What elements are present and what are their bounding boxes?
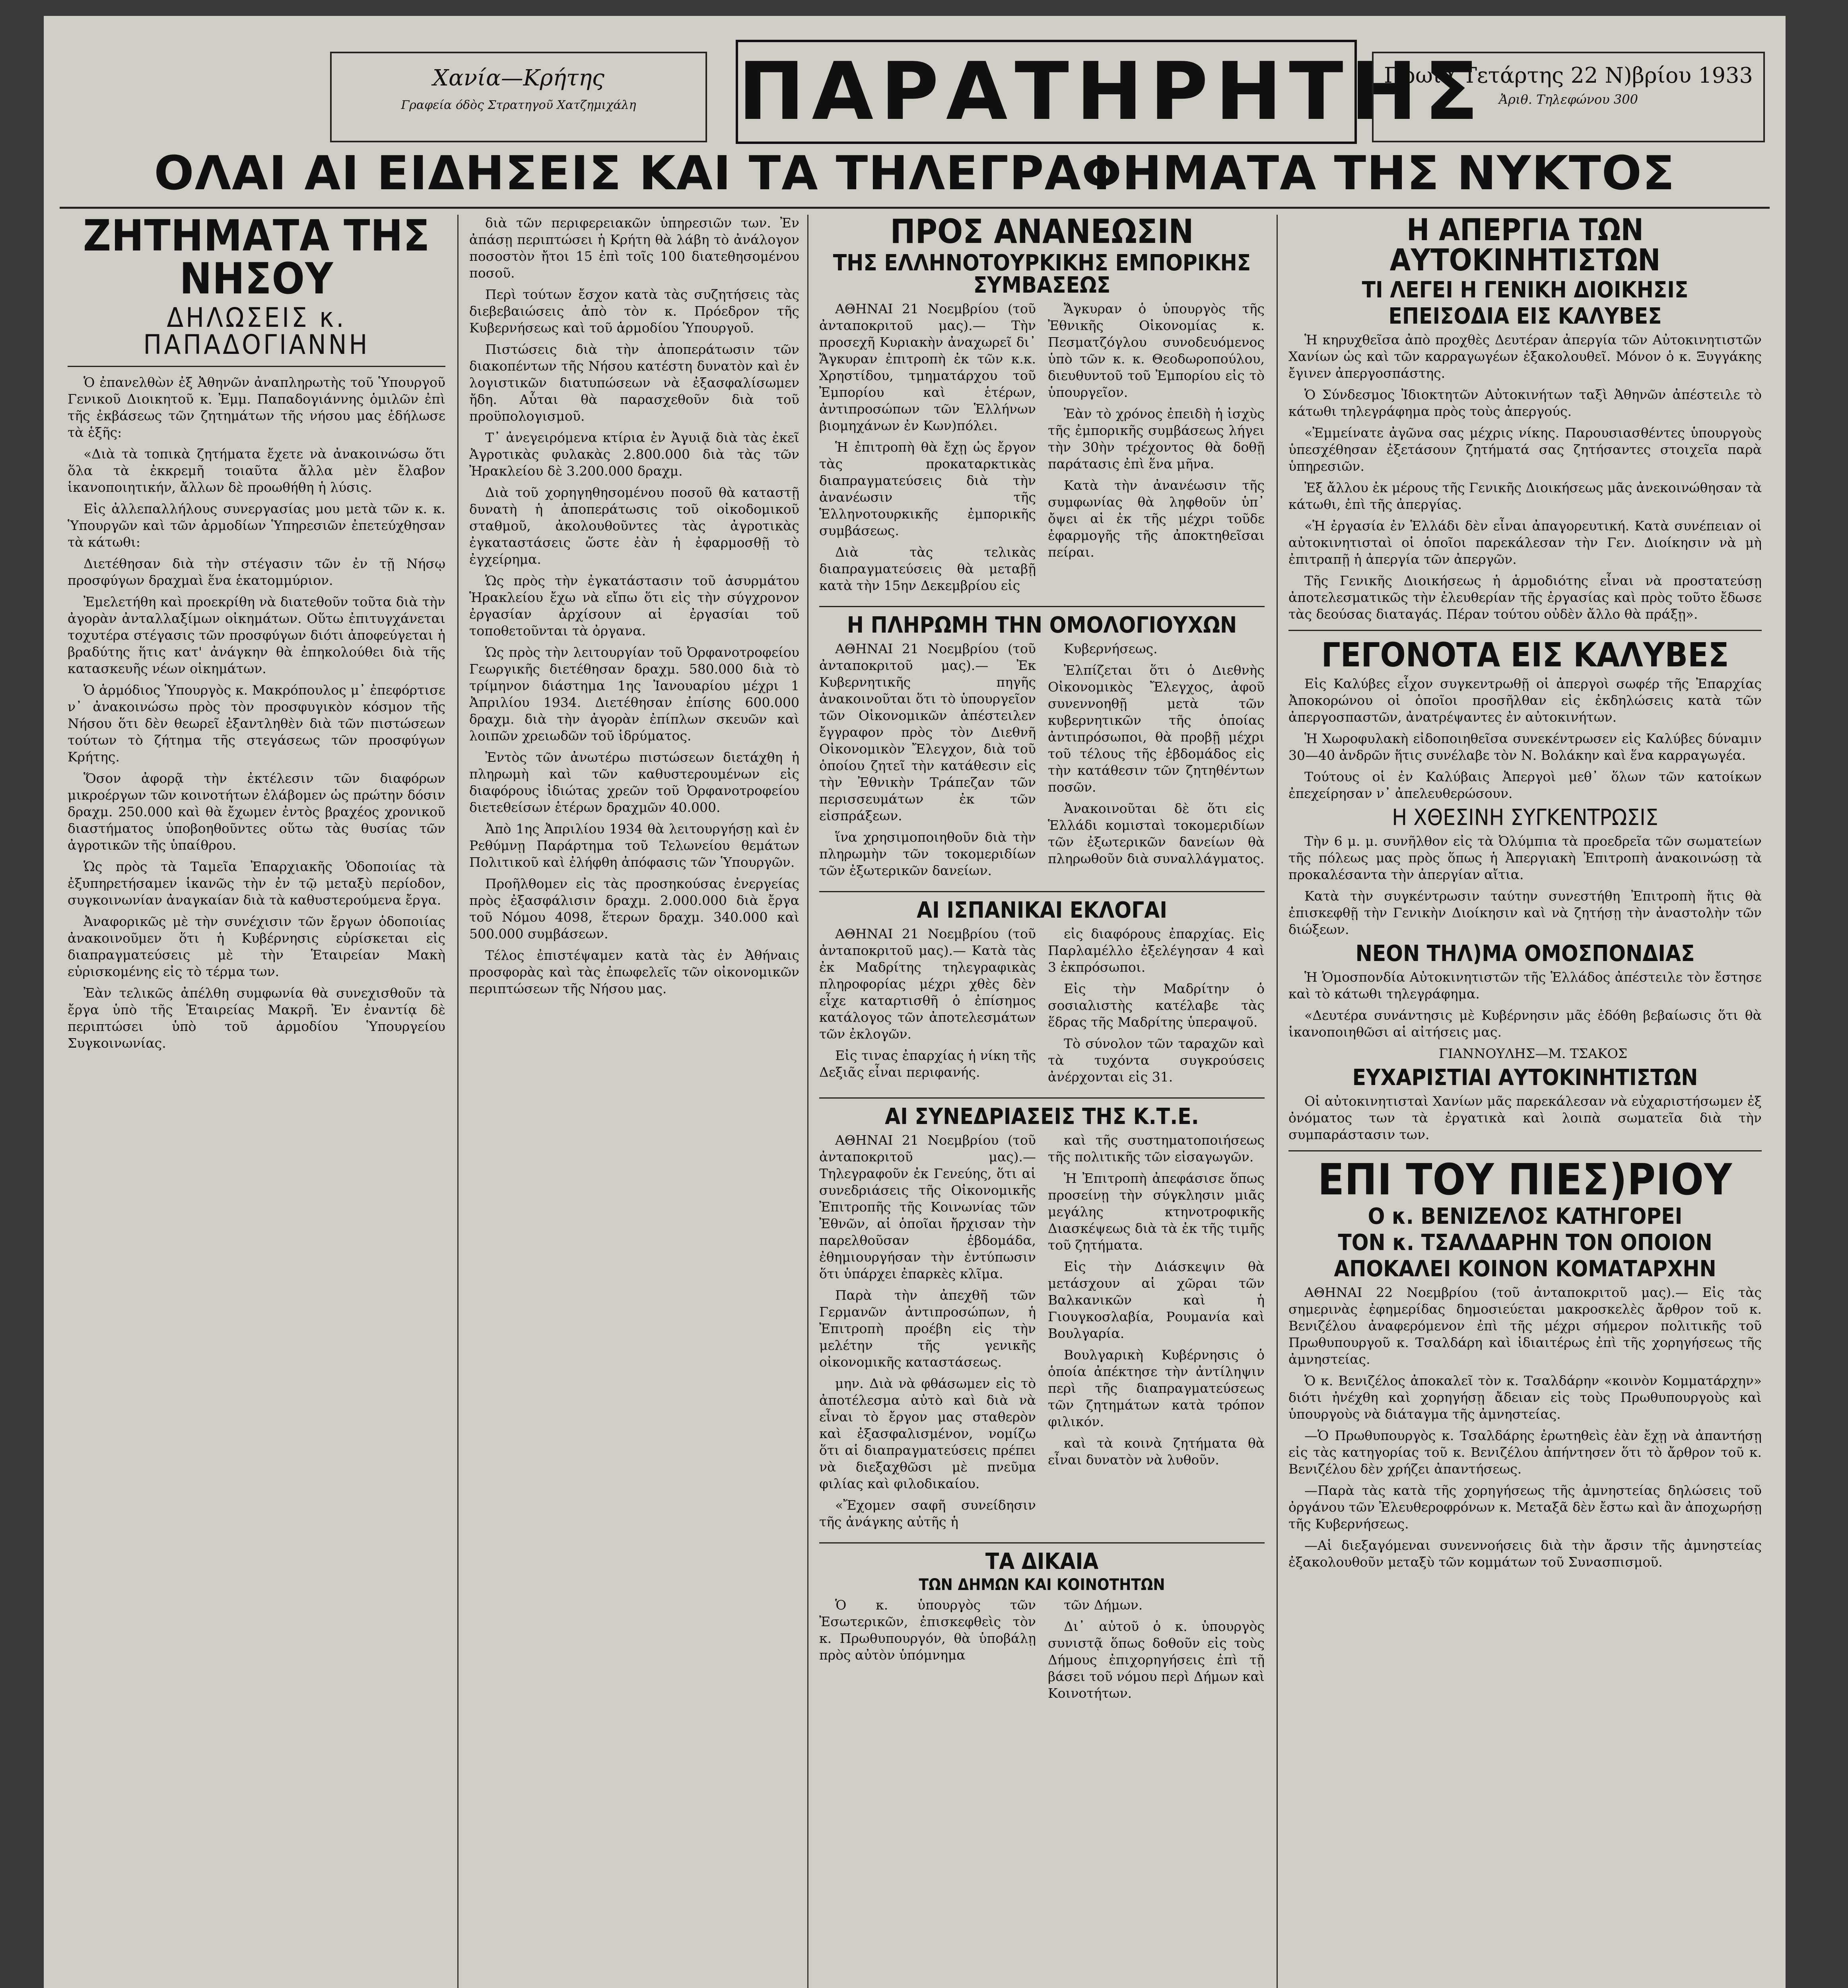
paragraph: —Αἱ διεξαγόμεναι συνεννοήσεις διὰ τὴν ἄρσιν τῆς ἀμνηστείας ἐξακολουθοῦν μεταξὺ τῶν κομμάτων τοῦ Συνασπισμοῦ. bbox=[1288, 1538, 1762, 1570]
paragraph: διὰ τῶν περιφερειακῶν ὑπηρεσιῶν των. Ἐν ἀπάσῃ περιπτώσει ἡ Κρήτη θὰ λάβη τὸ ἀνάλογον ποσοστὸν ἤτοι 15 ἐπὶ τοῖς 100 διατεθησομένου ποσοῦ. bbox=[469, 215, 799, 281]
headline: Η ΑΠΕΡΓΙΑ ΤΩΝ ΑΥΤΟΚΙΝΗΤΙΣΤΩΝ bbox=[1389, 212, 1661, 278]
paragraph: Κυβερνήσεως. bbox=[1064, 641, 1158, 656]
divider bbox=[819, 891, 1265, 892]
headline: Η ΧΘΕΣΙΝΗ ΣΥΓΚΕΝΤΡΩΣΙΣ bbox=[1392, 805, 1658, 831]
body-right bbox=[1048, 926, 1265, 1090]
headline: ΖΗΤΗΜΑΤΑ ΤΗΣ ΝΗΣΟΥ bbox=[83, 211, 430, 304]
body-left bbox=[819, 1132, 1036, 1535]
paragraph: Ἐμελετήθη καὶ προεκρίθη νὰ διατεθοῦν τοῦτα διὰ τὴν ἀγορὰν ἀνταλλαξίμων οἰκημάτων. Οὕτω ἐπιτυγχάνεται τοχυτέρα στέγασις τῶν προσφύγων διότι ἀποφεύγεται ἡ βραδύτης ἥτις κατ' ἀνάγκην θὰ ἐπηκολούθει διὰ τῆς κατασκευῆς νέων οἰκημάτων. bbox=[68, 594, 445, 676]
subheadline: ΑΠΟΚΑΛΕΙ ΚΟΙΝΟΝ ΚΟΜΑΤΑΡΧΗΝ bbox=[1334, 1256, 1716, 1282]
paragraph: Δι᾽ αὐτοῦ ὁ κ. ὑπουργὸς συνιστᾷ ὅπως δοθοῦν εἰς τοὺς Δήμους ἐπιχορηγήσεις ἐπὶ τῇ βάσει τοῦ νόμου περὶ Δήμων καὶ Κοινοτήτων. bbox=[1048, 1619, 1265, 1701]
divider bbox=[819, 1542, 1265, 1543]
paragraph: Τὴν 6 μ. μ. συνῆλθον εἰς τὰ Ὀλύμπια τὰ προεδρεῖα τῶν σωματείων τῆς πόλεως μας πρὸς ὅπως ἡ Ἀπεργιακὴ Ἐπιτροπὴ ἀνακοινώσῃ τὰ προκαλέσαντα τὴν ἀπεργίαν αἴτια. bbox=[1288, 833, 1762, 882]
paragraph: Ὁ κ. Βενιζέλος ἀποκαλεῖ τὸν κ. Τσαλδάρην «κοινὸν Κομματάρχην» διότι ἠνέχθη καὶ χορηγήσῃ ἄδειαν εἰς τοὺς Πρωθυπουργοὺς καὶ ὑπουργοὺς νὰ διάταγμα τῆς ἀμνηστείας. bbox=[1288, 1373, 1762, 1422]
paragraph: Ἄγκυραν ὁ ὑπουργὸς τῆς Ἐθνικῆς Οἰκονομίας κ. Πεσματζόγλου συνοδευόμενος ὑπὸ τῶν κ. κ. Θεοδωροπούλου, διευθυντοῦ τοῦ Ἐμπορίου εἰς τὸ ὑπουργεῖον. bbox=[1048, 301, 1265, 400]
paragraph: ἵνα χρησιμοποιηθοῦν διὰ τὴν πληρωμὴν τῶν τοκομεριδίων τῶν ἐξωτερικῶν δανείων. bbox=[819, 829, 1036, 878]
masthead bbox=[60, 36, 1770, 139]
masthead-date-box bbox=[1372, 52, 1765, 142]
paragraph: Ἡ Ἐπιτροπὴ ἀπεφάσισε ὅπως προσείνῃ τὴν σύγκλησιν μιᾶς μεγάλης κτηνοτροφικῆς Διασκέψεως διὰ τὰ ἐκ τῆς τιμῆς τοῦ ζητήματα. bbox=[1048, 1171, 1265, 1253]
paragraph: Τέλος ἐπιστέψαμεν κατὰ τὰς ἐν Ἀθήναις προσφορὰς καὶ τὰς ἐπωφελεῖς τῶν οἰκονομικῶν περιπτώσεων τῆς Νήσου μας. bbox=[469, 947, 799, 996]
subheadline: ΔΗΛΩΣΕΙΣ κ. ΠΑΠΑΔΟΓΙΑΝΝΗ bbox=[143, 302, 370, 361]
headline: ΝΕΟΝ ΤΗΛ)ΜΑ ΟΜΟΣΠΟΝΔΙΑΣ bbox=[1355, 941, 1695, 967]
body-right bbox=[1048, 1597, 1265, 1706]
paragraph: Διὰ τοῦ χορηγηθησομένου ποσοῦ θὰ καταστῇ δυνατὴ ἡ ἀποπεράτωσις τοῦ οἰκοδομικοῦ σταθμοῦ, ἀκολουθοῦντες τὰς ἀγροτικὰς ἐγκαταστάσεις ὥστε ἐὰν ἡ ἐφαρμοσθῇ τὸ ἐγχείρημα. bbox=[469, 485, 799, 567]
paragraph: Ἡ ἐπιτροπὴ θὰ ἔχῃ ὡς ἔργον τὰς προκαταρκτικὰς διαπραγματεύσεις διὰ τὴν ἀνανέωσιν τῆς Ἑλληνοτουρκικῆς ἐμπορικῆς συμβάσεως. bbox=[819, 439, 1036, 538]
paragraph: καὶ τὰ κοινὰ ζητήματα θὰ εἶναι δυνατὸν νὰ λυθοῦν. bbox=[1048, 1435, 1265, 1468]
headline: Η ΠΛΗΡΩΜΗ ΤΗΝ ΟΜΟΛΟΓΙΟΥΧΩΝ bbox=[847, 612, 1237, 638]
two-column-body bbox=[819, 1597, 1265, 1706]
paragraph: Ἐξ ἄλλου ἐκ μέρους τῆς Γενικῆς Διοικήσεως μᾶς ἀνεκοινώθησαν τὰ κάτωθι, ἐπὶ τῆς ἀπεργίας. bbox=[1288, 480, 1762, 512]
body-left bbox=[819, 1597, 1036, 1706]
paragraph: Τῆς Γενικῆς Διοικήσεως ἡ ἁρμοδιότης εἶναι νὰ προστατεύσῃ ἀποτελεσματικῶς τὴν ἐλευθερίαν τῆς ἐργασίας καὶ πρὸς τοῦτο ἔδωσε τὰς δεούσας διαταγάς. Πέραν τούτου οὐδὲν ἄλλο θὰ πράξῃ». bbox=[1288, 573, 1762, 622]
masthead-location: Χανία—Κρήτης bbox=[433, 65, 604, 91]
paragraph: Κατὰ τὴν ἀνανέωσιν τῆς συμφωνίας θὰ ληφθοῦν ὑπ᾽ ὄψει αἱ ἐκ τῆς μέχρι τοῦδε ἐφαρμογῆς τῆς ἀποκτηθεῖσαι πείραι. bbox=[1048, 478, 1265, 560]
paragraph: τῶν Δήμων. bbox=[1064, 1597, 1143, 1613]
paragraph: καὶ τῆς συστηματοποιήσεως τῆς πολιτικῆς τῶν εἰσαγωγῶν. bbox=[1048, 1132, 1265, 1165]
subheadline: ΤΗΣ ΕΛΛΗΝΟΤΟΥΡΚΙΚΗΣ ΕΜΠΟΡΙΚΗΣ ΣΥΜΒΑΣΕΩΣ bbox=[833, 250, 1251, 298]
paragraph: ΑΘΗΝΑΙ 21 Νοεμβρίου (τοῦ ἀνταποκριτοῦ μας).— Τηλεγραφοῦν ἐκ Γενεύης, ὅτι αἱ συνεδριάσεις τῆς Οἰκονομικῆς Ἐπιτροπῆς τῆς Κοινωνίας τῶν Ἐθνῶν, αἱ ὁποῖαι ἤρχισαν τὴν παρελθοῦσαν ἑβδομάδα, ἐθημιουργήσαν τὴν ἐντύπωσιν ὅτι ὑπάρχει ἐπαρκὲς κλῖμα. bbox=[819, 1132, 1036, 1281]
paragraph: —Ὁ Πρωθυπουργὸς κ. Τσαλδάρης ἐρωτηθεὶς ἐὰν ἔχῃ νὰ ἀπαντήσῃ εἰς τὰς κατηγορίας τοῦ κ. Βενιζέλου ἀπήντησεν ὅτι τὸ ἄρθρον τοῦ κ. Βενιζέλου δὲν χρήζει ἀπαντήσεως. bbox=[1288, 1428, 1762, 1477]
headline: ΓΕΓΟΝΟΤΑ ΕΙΣ ΚΑΛΥΒΕΣ bbox=[1321, 635, 1729, 674]
headline: ΑΙ ΙΣΠΑΝΙΚΑΙ ΕΚΛΟΓΑΙ bbox=[917, 897, 1167, 923]
column-divider bbox=[457, 215, 459, 1988]
divider bbox=[1288, 1150, 1762, 1151]
paragraph: Εἰς Καλύβες εἶχον συγκεντρωθῇ οἱ ἀπεργοὶ σωφέρ τῆς Ἐπαρχίας Ἀποκορώνου οἱ ὁποῖοι προσῆλθαν εἰς ἐκδηλώσεις κατὰ τῶν ἀπεργοσπαστῶν, ἀνατρέψαντες ἐν αὐτοκινήτων. bbox=[1288, 676, 1762, 725]
column-divider bbox=[1277, 215, 1278, 1988]
column-divider bbox=[807, 215, 808, 1988]
subheadline: Ο κ. ΒΕΝΙΖΕΛΟΣ ΚΑΤΗΓΟΡΕΙ bbox=[1368, 1204, 1683, 1229]
paragraph: Τ᾽ ἀνεγειρόμενα κτίρια ἐν Ἀγυιᾷ διὰ τὰς ἐκεῖ Ἀγροτικὰς φυλακὰς 2.800.000 διὰ τὰς τῶν Ἠρακλείου δὲ 3.200.000 δραχμ. bbox=[469, 430, 799, 479]
paragraph: Ὁ ἐπανελθὼν ἐξ Ἀθηνῶν ἀναπληρωτὴς τοῦ Ὑπουργοῦ Γενικοῦ Διοικητοῦ κ. Ἐμμ. Παπαδογιάννης ὁμιλῶν ἐπὶ τῆς ἐκβάσεως τῶν ζητημάτων τῆς νήσου μας ἐδήλωσε τὰ ἑξῆς: bbox=[68, 375, 445, 440]
paragraph: Ἀπὸ 1ης Ἀπριλίου 1934 θὰ λειτουργήσῃ καὶ ἐν Ρεθύμνῃ Παράρτημα τοῦ Τελωνείου θεμάτων Πολιτικοῦ καὶ ἐλήφθη ἀπόφασις τῶν Ὑπουργῶν. bbox=[469, 821, 799, 870]
subheadline: ΕΠΕΙΣΟΔΙΑ ΕΙΣ ΚΑΛΥΒΕΣ bbox=[1388, 303, 1662, 329]
two-column-body bbox=[819, 301, 1265, 599]
paragraph: Προῆλθομεν εἰς τὰς προσηκούσας ἐνεργείας πρὸς ἐξασφάλισιν δραχμ. 2.000.000 διὰ ἔργα τοῦ Νόμου 4098, ἕτερων δραχμ. 340.000 καὶ 500.000 συμβάσεων. bbox=[469, 876, 799, 942]
subheadline: ΤΙ ΛΕΓΕΙ Η ΓΕΝΙΚΗ ΔΙΟΙΚΗΣΙΣ bbox=[1362, 277, 1689, 303]
paragraph: Ὡς πρὸς τὴν λειτουργίαν τοῦ Ὀρφανοτροφείου Γεωργικῆς διετέθησαν δραχμ. 580.000 διὰ τὸ τρίμηνον διάστημα 1ης Ἰανουαρίου μέχρι 1 Ἀπριλίου 1934. Διετέθησαν ἐπίσης 600.000 δραχμ. διὰ τὴν ἀγορὰν ἐπίπλων σκευῶν καὶ λοιπῶν χρειωδῶν τοῦ ἱδρύματος. bbox=[469, 645, 799, 744]
paragraph: ΑΘΗΝΑΙ 22 Νοεμβρίου (τοῦ ἀνταποκριτοῦ μας).— Εἰς τὰς σημερινὰς ἐφημερίδας δημοσιεύεται μακροσκελὲς ἄρθρον τοῦ κ. Βενιζέλου ἀναφερόμενον ἐπὶ τῆς μέχρι σήμερον πολιτικῆς τοῦ Πρωθυπουργοῦ κ. Τσαλδάρη καὶ ἰδιαιτέρως ἐπὶ τῆς χορηγήσεως τῆς ἀμνηστείας. bbox=[1288, 1285, 1762, 1367]
paragraph: ΑΘΗΝΑΙ 21 Νοεμβρίου (τοῦ ἀνταποκριτοῦ μας).— Τὴν προσεχῆ Κυριακὴν ἀναχωρεῖ δι᾽ Ἄγκυραν ἐπιτροπὴ ἐκ τῶν κ.κ. Χρηστίδου, τμηματάρχου τοῦ Ἐμπορίου καὶ ἑτέρων, ἀντιπροσώπων τῶν Ἑλλήνων βιομηχάνων ἐν Κων)πόλει. bbox=[819, 301, 1036, 433]
paragraph: Παρὰ τὴν ἀπεχθῆ τῶν Γερμανῶν ἀντιπροσώπων, ἡ Ἐπιτροπὴ προέβη εἰς τὴν μελέτην τῆς γενικῆς οἰκονομικῆς καταστάσεως. bbox=[819, 1287, 1036, 1370]
paragraph: «Ἔχομεν σαφῆ συνείδησιν τῆς ἀνάγκης αὐτῆς ἡ bbox=[819, 1497, 1036, 1530]
headline: ΕΠΙ ΤΟΥ ΠΙΕΣ)ΡΙΟΥ bbox=[1318, 1155, 1733, 1205]
paragraph: Τούτους οἱ ἐν Καλύβαις Ἀπεργοὶ μεθ᾽ ὅλων τῶν κατοίκων ἐπεχείρησαν ν᾽ ἀπελευθερώσουν. bbox=[1288, 769, 1762, 801]
article-island-issues bbox=[68, 211, 445, 1988]
newspaper-page bbox=[44, 16, 1786, 1988]
body-right bbox=[1048, 301, 1265, 599]
newspaper-title: ΠΑΡΑΤΗΡΗΤΗΣ bbox=[736, 40, 1357, 144]
two-column-body bbox=[819, 926, 1265, 1090]
center-column bbox=[819, 212, 1265, 1988]
paragraph: Εἰς τὴν Μαδρίτην ὁ σοσιαλιστὴς κατέλαβε τὰς ἕδρας τῆς Μαδρίτης ὑπεραψοῦ. bbox=[1048, 981, 1265, 1030]
headline: ΤΑ ΔΙΚΑΙΑ bbox=[985, 1549, 1099, 1574]
paragraph: Ἐλπίζεται ὅτι ὁ Διεθνὴς Οἰκονομικὸς Ἔλεγχος, ἀφοῦ συνεννοηθῇ μετὰ τῶν κυβερνητικῶν τῆς ὁποίας ἀντιπρόσωποι, θὰ προβῇ μέχρι τοῦ τέλους τῆς ἑβδομάδος εἰς τὴν κατάθεσιν τῶν ζητηθέντων ποσῶν. bbox=[1048, 662, 1265, 795]
paragraph: Ὁ κ. ὑπουργὸς τῶν Ἐσωτερικῶν, ἐπισκεφθεὶς τὸν κ. Πρωθυπουργόν, θὰ ὑποβάλῃ πρὸς αὐτὸν ὑπόμνημα bbox=[819, 1597, 1036, 1663]
paragraph: «Διὰ τὰ τοπικὰ ζητήματα ἔχετε νὰ ἀνακοινώσω ὅτι ὅλα τὰ ἐκκρεμῆ τοιαῦτα ἄλλα μὲν ἔλαβον ἱκανοποιητικήν, ἄλλων δὲ προωθήθη ἡ λύσις. bbox=[68, 446, 445, 495]
headline: ΠΡΟΣ ΑΝΑΝΕΩΣΙΝ bbox=[890, 212, 1194, 251]
divider bbox=[68, 366, 445, 367]
paragraph: Ὁ ἁρμόδιος Ὑπουργὸς κ. Μακρόπουλος μ᾽ ἐπεφόρτισε ν᾽ ἀνακοινώσω πρὸς τὸν προσφυγικὸν κόσμον τῆς Νήσου ὅτι δὲν θεωρεῖ ἐξαντληθὲν διὰ τῶν πιστώσεων τούτων τὸ ζήτημα τῆς στεγάσεως τῶν προσφύγων Κρήτης. bbox=[68, 682, 445, 765]
paragraph: Ὅσον ἀφορᾷ τὴν ἐκτέλεσιν τῶν διαφόρων μικροέργων τῶν κοινοτήτων ἐλάβομεν ὡς πρώτην δόσιν δραχμ. 250.000 καὶ θὰ ἔχωμεν ἐντὸς βραχέος χρονικοῦ διαστήματος ὑποβοηθοῦντες οὕτω τὰς θυσίας τῶν ἀγροτικῶν τῆς ὑπαίθρου. bbox=[68, 771, 445, 853]
paragraph: Ἡ Χωροφυλακὴ εἰδοποιηθεῖσα συνεκέντρωσεν εἰς Καλύβες δύναμιν 30—40 ἀνδρῶν ἥτις συνέλαβε τὸν Ν. Βολάκην καὶ ἕνα καρραγωγέα. bbox=[1288, 731, 1762, 763]
paragraph: ΑΘΗΝΑΙ 21 Νοεμβρίου (τοῦ ἀνταποκριτοῦ μας).— Ἐκ Κυβερνητικῆς πηγῆς ἀνακοινοῦται ὅτι τὸ ὑπουργεῖον τῶν Οἰκονομικῶν ἀπέστειλεν ἔγγραφον πρὸς τὸν Διεθνῆ Οἰκονομικὸν Ἔλεγχον, διὰ τοῦ ὁποίου ζητεῖ τὴν κατάθεσιν εἰς τὴν Ἐθνικὴν Τράπεζαν τῶν περισσευμάτων ἐκ τῶν εἰσπράξεων. bbox=[819, 641, 1036, 823]
front-banner: ΟΛΑΙ ΑΙ ΕΙΔΗΣΕΙΣ ΚΑΙ ΤΑ ΤΗΛΕΓΡΑΦΗΜΑΤΑ ΤΗΣ ΝΥΚΤΟΣ bbox=[154, 146, 1675, 200]
phone-number: Ἀριθ. Τηλεφώνου 300 bbox=[1499, 92, 1638, 107]
paragraph: Διετέθησαν διὰ τὴν στέγασιν τῶν ἐν τῇ Νήσῳ προσφύγων δραχμαὶ ἕνα ἑκατομμύριον. bbox=[68, 556, 445, 588]
paragraph: Ἡ Ὁμοσπονδία Αὐτοκινητιστῶν τῆς Ἑλλάδος ἀπέστειλε τὸν ἔστησε καὶ τὸ κάτωθι τηλεγράφημα. bbox=[1288, 969, 1762, 1002]
article-island-issues-continued bbox=[469, 215, 799, 1988]
subheadline: ΤΩΝ ΔΗΜΩΝ ΚΑΙ ΚΟΙΝΟΤΗΤΩΝ bbox=[919, 1576, 1165, 1594]
right-column bbox=[1288, 212, 1762, 1988]
paragraph: Εἰς τινας ἐπαρχίας ἡ νίκη τῆς Δεξιᾶς εἶναι περιφανής. bbox=[819, 1048, 1036, 1080]
paragraph: Ἡ κηρυχθεῖσα ἀπὸ προχθὲς Δευτέραν ἀπεργία τῶν Αὐτοκινητιστῶν Χανίων ὡς καὶ τῶν καρραγωγέων ἐξακολουθεῖ. Μόνον ὁ κ. Ξυγγάκης ἔγινεν ἀπεργοσπάστης. bbox=[1288, 332, 1762, 381]
paragraph: Εἰς ἀλλεπαλλήλους συνεργασίας μου μετὰ τῶν κ. κ. Ὑπουργῶν καὶ τῶν ἁρμοδίων Ὑπηρεσιῶν ἐπετεύχθησαν τὰ κάτωθι: bbox=[68, 501, 445, 550]
paragraph: Ἀναφορικῶς μὲ τὴν συνέχισιν τῶν ἔργων ὁδοποιίας ἀνακοινοῦμεν ὅτι ἡ Κυβέρνησις εὑρίσκεται εἰς διαπραγματεύσεις μὲ τὴν Ἑταιρείαν Μακὴ εὑρισκομένης εἰς τὸ τέρμα των. bbox=[68, 914, 445, 979]
paragraph: μην. Διὰ νὰ φθάσωμεν εἰς τὸ ἀποτέλεσμα αὐτὸ καὶ διὰ νὰ εἶναι τὸ ἔργον μας σταθερὸν καὶ ἐξασφαλισμένον, νομίζω ὅτι αἱ διαπραγματεύσεις πρέπει νὰ διεξαχθῶσι μὲ πνεῦμα φιλίας καὶ φιλοδικαίου. bbox=[819, 1376, 1036, 1491]
body-right bbox=[1048, 641, 1265, 884]
paragraph: Ὡς πρὸς τὰ Ταμεῖα Ἐπαρχιακῆς Ὁδοποιίας τὰ ἐξυπηρετήσαμεν ἱκανῶς τὴν ἐν τῷ μεταξὺ περίοδον, συγκοινωνίαν ἀναγκαίαν διὰ τὰ καθυστερούμενα ἔργα. bbox=[68, 859, 445, 908]
paragraph: Οἱ αὐτοκινητισταὶ Χανίων μᾶς παρεκάλεσαν νὰ εὐχαριστήσωμεν ἐξ ὀνόματος των τὰ ἐργατικὰ καὶ λοιπὰ σωματεῖα διὰ τὴν συμπαράστασιν των. bbox=[1288, 1093, 1762, 1142]
subheadline: ΤΟΝ κ. ΤΣΑΛΔΑΡΗΝ ΤΟΝ ΟΠΟΙΟΝ bbox=[1338, 1230, 1712, 1256]
paragraph: Πιστώσεις διὰ τὴν ἀποπεράτωσιν τῶν διακοπέντων τῆς Νήσου κατέστη δυνατὸν καὶ ἐν λογιστικῶν διατυπώσεων νὰ ἐξασφαλίσωμεν ἤδη. Αὗται θὰ παρασχεθοῦν διὰ τοῦ προϋπολογισμοῦ. bbox=[469, 342, 799, 424]
paragraph: Ὁ Σύνδεσμος Ἰδιοκτητῶν Αὐτοκινήτων ταξὶ Ἀθηνῶν ἀπέστειλε τὸ κάτωθι τηλεγράφημα πρὸς τοὺς ἀπεργούς. bbox=[1288, 387, 1762, 419]
paragraph: ΑΘΗΝΑΙ 21 Νοεμβρίου (τοῦ ἀνταποκριτοῦ μας).— Κατὰ τὰς ἐκ Μαδρίτης τηλεγραφικὰς πληροφορίας μέχρι χθὲς δὲν εἶχε καταρτισθῆ ὁ ἐπίσημος κατάλογος τῶν ἀποτελεσμάτων τῶν ἐκλογῶν. bbox=[819, 926, 1036, 1042]
divider bbox=[819, 1097, 1265, 1099]
paragraph: «Ἐμμείνατε ἀγῶνα σας μέχρις νίκης. Παρουσιασθέντες ὑπουργοὺς ὑπεσχέθησαν ἐξετάσουν ζητήματά σας ζητήσαντες στοιχεῖα παρὰ ὑπηρεσιῶν. bbox=[1288, 425, 1762, 474]
issue-date: Πρωΐα Τετάρτης 22 Ν)βρίου 1933 bbox=[1384, 63, 1753, 88]
body-left bbox=[819, 926, 1036, 1090]
signature-line: ΓΙΑΝΝΟΥΛΗΣ—Μ. ΤΣΑΚΟΣ bbox=[1438, 1046, 1628, 1061]
headline: ΕΥΧΑΡΙΣΤΙΑΙ ΑΥΤΟΚΙΝΗΤΙΣΤΩΝ bbox=[1352, 1065, 1698, 1091]
two-column-body bbox=[819, 641, 1265, 884]
body-right bbox=[1048, 1132, 1265, 1535]
paragraph: Βουλγαρικὴ Κυβέρνησις ὁ ὁποία ἀπέκτησε τὴν ἀντίληψιν περὶ τῆς διαπραγματεύσεως τῶν ζητημάτων κατὰ τρόπον φιλικόν. bbox=[1048, 1347, 1265, 1429]
paragraph: «Δευτέρα συνάντησις μὲ Κυβέρνησιν μᾶς ἐδόθη βεβαίωσις ὅτι θὰ ἱκανοποιηθῶσι αἱ αἰτήσεις μας. bbox=[1288, 1008, 1762, 1040]
paragraph: Κατὰ τὴν συγκέντρωσιν ταύτην συνεστήθη Ἐπιτροπὴ ἥτις θὰ ἐπισκεφθῇ τὴν Γενικὴν Διοίκησιν καὶ νὰ ζητήσῃ τὴν ἀναστολὴν τῶν διώξεων. bbox=[1288, 888, 1762, 937]
paragraph: Διὰ τὰς τελικὰς διαπραγματεύσεις θὰ μεταβῇ κατὰ τὴν 15ην Δεκεμβρίου εἰς bbox=[819, 544, 1036, 593]
paragraph: Ἐὰν τελικῶς ἀπέλθη συμφωνία θὰ συνεχισθοῦν τὰ ἔργα ὑπὸ τῆς Ἑταιρείας Μακρῆ. Ἐν ἐναντίᾳ δὲ περιπτώσει ὑπὸ τοῦ ἁρμοδίου Ὑπουργείου Συγκοινωνίας. bbox=[68, 985, 445, 1051]
headline: ΑΙ ΣΥΝΕΔΡΙΑΣΕΙΣ ΤΗΣ Κ.Τ.Ε. bbox=[885, 1104, 1199, 1130]
divider bbox=[1288, 630, 1762, 631]
paragraph: Περὶ τούτων ἔσχον κατὰ τὰς συζητήσεις τὰς διεβεβαιώσεις ἀπὸ τὸν κ. Πρόεδρον τῆς Κυβερνήσεως καὶ τοῦ ἁρμοδίου Ὑπουργοῦ. bbox=[469, 287, 799, 336]
paragraph: «Ἡ ἐργασία ἐν Ἑλλάδι δὲν εἶναι ἀπαγορευτική. Κατὰ συνέπειαν οἱ αὐτοκινητισταὶ οἱ ὁποῖοι παρεκάλεσαν τὴν Γεν. Διοίκησιν νὰ μὴ ἐπιτραπῇ ἡ ἀπεργία τῶν ἀπεργῶν. bbox=[1288, 518, 1762, 567]
paragraph: Τὸ σύνολον τῶν ταραχῶν καὶ τὰ τυχόντα συγκρούσεις ἀνέρχονται εἰς 31. bbox=[1048, 1036, 1265, 1085]
body-left bbox=[819, 301, 1036, 599]
banner-rule bbox=[60, 207, 1770, 209]
masthead-location-box bbox=[330, 52, 707, 142]
paragraph: εἰς διαφόρους ἐπαρχίας. Εἰς Παρλαμέλλο ἐξελέγησαν 4 καὶ 3 ἐκπρόσωποι. bbox=[1048, 926, 1265, 975]
divider bbox=[819, 606, 1265, 607]
paragraph: Εἰς τὴν Διάσκεψιν θὰ μετάσχουν αἱ χῶραι τῶν Βαλκανικῶν καὶ ἡ Γιουγκοσλαβία, Ρουμανία καὶ Βουλγαρία. bbox=[1048, 1259, 1265, 1341]
paragraph: Ὡς πρὸς τὴν ἐγκατάστασιν τοῦ ἀσυρμάτου Ἡρακλείου ἔχω νὰ εἴπω ὅτι εἰς τὴν σύγχρονον ἐργασίαν ἀρχίσουν αἱ ἐργασίαι τοῦ τοποθετοῦνται τὰ ὀργανα. bbox=[469, 573, 799, 639]
paragraph: —Παρὰ τὰς κατὰ τῆς χορηγήσεως τῆς ἀμνηστείας δηλώσεις τοῦ ὀργάνου τῶν Ἐλευθεροφρόνων κ. Μεταξᾶ δὲν ἔστω καὶ ἂν ἀποχωρήσῃ τῆς Κυβερνήσεως. bbox=[1288, 1483, 1762, 1532]
two-column-body bbox=[819, 1132, 1265, 1535]
paragraph: Ἐντὸς τῶν ἀνωτέρω πιστώσεων διετάχθη ἡ πληρωμὴ καὶ τῶν καθυστερουμένων εἰς διαφόρους ἰδιώτας χρεῶν τοῦ Ὀρφανοτροφείου διετεθείσων ἑτέρων δραχμῶν 40.000. bbox=[469, 749, 799, 815]
paragraph: Ἀνακοινοῦται δὲ ὅτι εἰς Ἑλλάδι κομισταὶ τοκομεριδίων τῶν ἐξωτερικῶν δανείων θὰ πληρωθοῦν διὰ συναλλάγματος. bbox=[1048, 801, 1265, 866]
paragraph: Ἐὰν τὸ χρόνος ἐπειδὴ ἡ ἰσχὺς τῆς ἐμπορικῆς συμβάσεως λήγει τὴν 30ὴν τρέχοντος θὰ δοθῇ παράτασις ἐπὶ ἕνα μῆνα. bbox=[1048, 406, 1265, 472]
body-left bbox=[819, 641, 1036, 884]
masthead-office-address: Γραφεία όδὸς Στρατηγοῦ Χατζημιχάλη bbox=[401, 98, 636, 112]
